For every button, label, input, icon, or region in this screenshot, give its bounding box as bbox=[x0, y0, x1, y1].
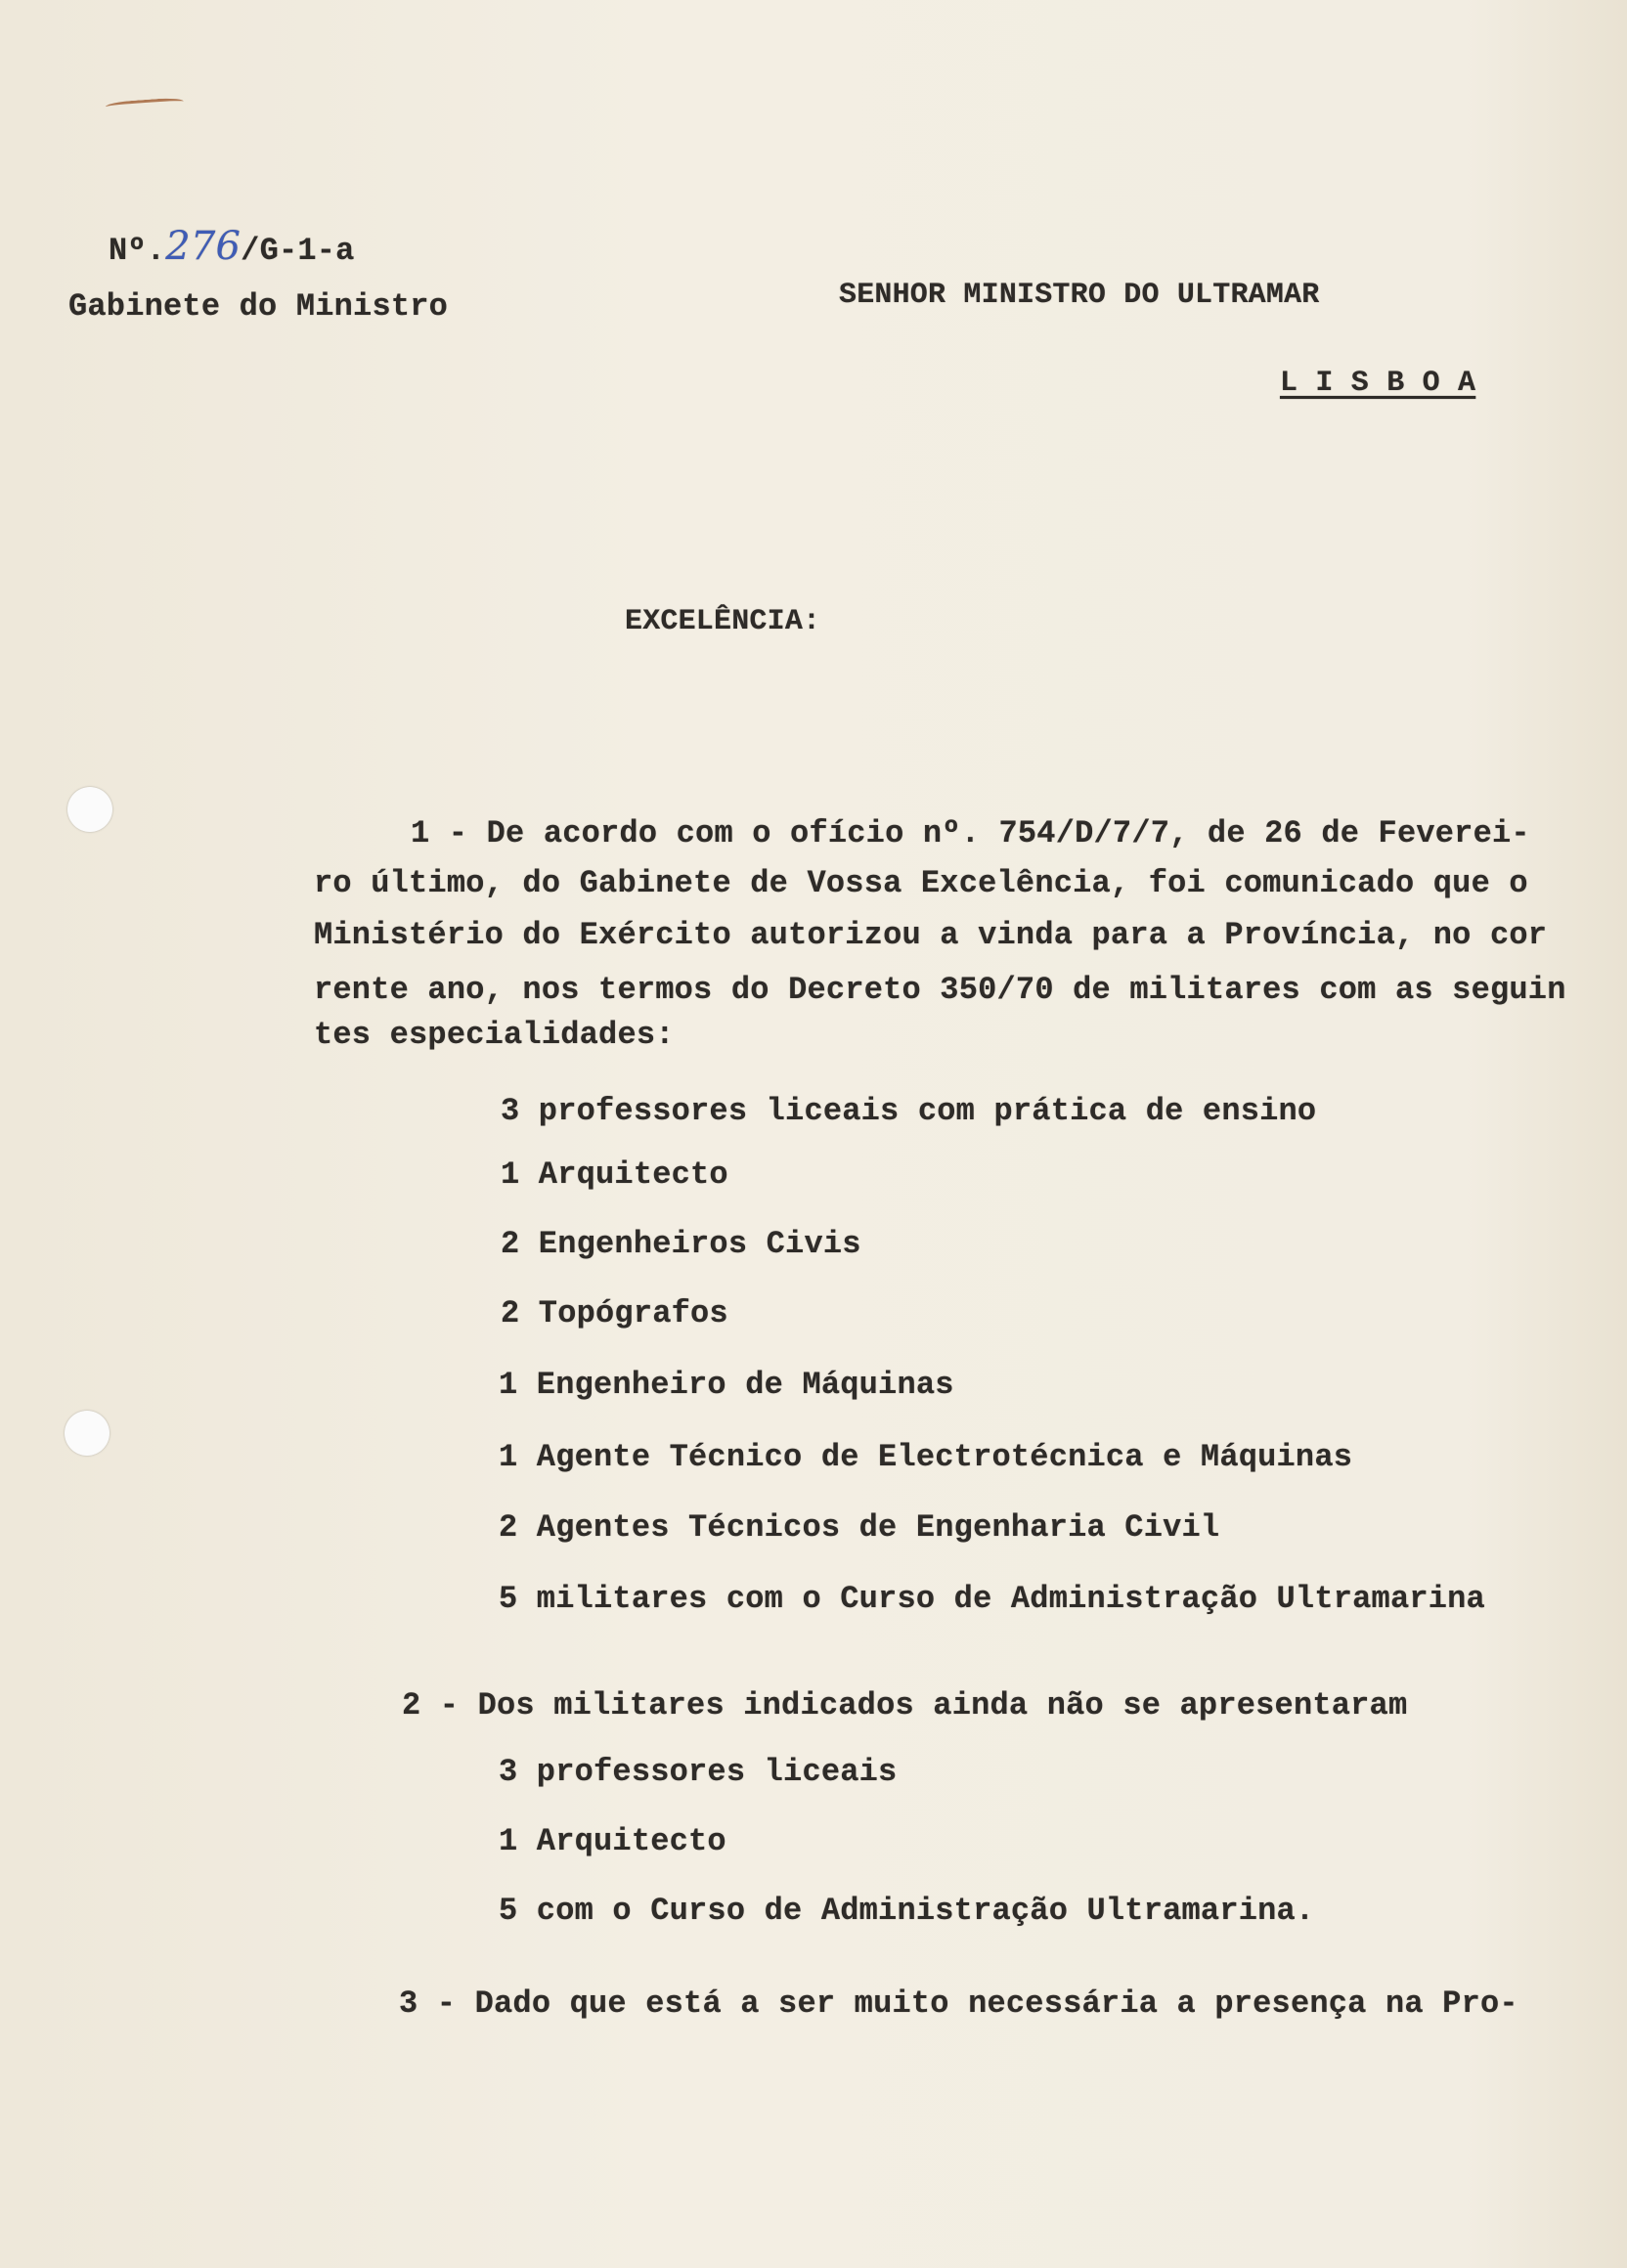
paragraph-line: 2 - Dos militares indicados ainda não se apresentaram bbox=[402, 1687, 1408, 1723]
paragraph-line: Ministério do Exército autorizou a vinda para a Província, no cor bbox=[314, 917, 1548, 953]
ref-suffix: /G-1-a bbox=[241, 233, 355, 269]
punch-hole bbox=[67, 787, 112, 832]
list-item: 3 professores liceais bbox=[499, 1754, 898, 1790]
list-item: 1 Agente Técnico de Electrotécnica e Máquinas bbox=[499, 1439, 1353, 1475]
list-item: 2 Agentes Técnicos de Engenharia Civil bbox=[499, 1509, 1220, 1546]
list-item: 2 Topógrafos bbox=[501, 1295, 728, 1331]
salutation: EXCELÊNCIA: bbox=[625, 605, 821, 638]
list-item: 1 Arquitecto bbox=[499, 1823, 726, 1859]
punch-hole bbox=[65, 1411, 110, 1456]
list-item: 1 Arquitecto bbox=[501, 1156, 728, 1193]
paragraph-line: ro último, do Gabinete de Vossa Excelência, foi comunicado que o bbox=[314, 865, 1528, 901]
list-item: 5 com o Curso de Administração Ultramarina. bbox=[499, 1893, 1315, 1929]
list-item: 2 Engenheiros Civis bbox=[501, 1226, 861, 1262]
ref-prefix: Nº. bbox=[109, 233, 166, 269]
list-item: 5 militares com o Curso de Administração Ultramarina bbox=[499, 1581, 1485, 1617]
paragraph-line: 1 - De acordo com o ofício nº. 754/D/7/7, de 26 de Feverei- bbox=[411, 815, 1530, 851]
paragraph-line: 3 - Dado que está a ser muito necessária a presença na Pro- bbox=[399, 1985, 1518, 2022]
office-name: Gabinete do Ministro bbox=[68, 288, 449, 325]
city: L I S B O A bbox=[1280, 367, 1476, 400]
addressee: SENHOR MINISTRO DO ULTRAMAR bbox=[839, 279, 1320, 312]
paragraph-line: rente ano, nos termos do Decreto 350/70 de militares com as seguin bbox=[314, 972, 1566, 1008]
reference-number bbox=[109, 224, 355, 271]
handwritten-number: 276 bbox=[165, 224, 242, 269]
paragraph-line: tes especialidades: bbox=[314, 1017, 675, 1053]
list-item: 1 Engenheiro de Máquinas bbox=[499, 1367, 954, 1403]
list-item: 3 professores liceais com prática de ensino bbox=[501, 1093, 1317, 1129]
